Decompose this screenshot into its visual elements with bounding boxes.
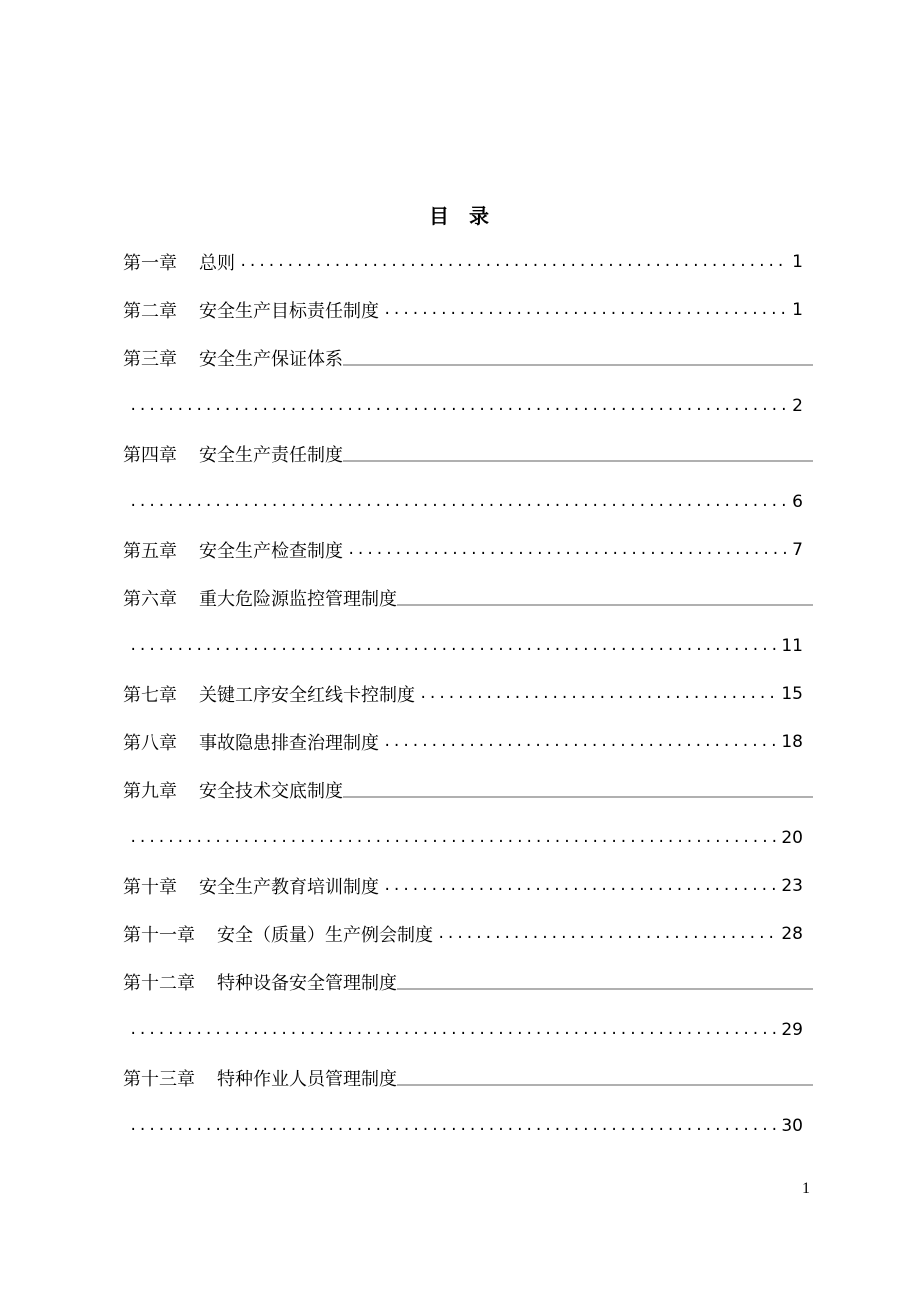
toc-entry-continuation[interactable] (123, 478, 813, 526)
toc-title-char-2: 录 (469, 204, 491, 228)
toc-dot-leader (383, 878, 777, 894)
table-of-contents (123, 238, 813, 1150)
toc-entry-title (123, 681, 415, 707)
toc-chapter-name: 安全生产教育培训制度 (199, 877, 379, 898)
toc-page-number: 29 (781, 1020, 803, 1040)
toc-underline-rule (397, 988, 813, 990)
toc-chapter-name: 事故隐患排查治理制度 (199, 733, 379, 754)
toc-dot-leader (129, 1118, 777, 1134)
toc-entry-title (123, 1065, 397, 1091)
toc-chapter-name: 关键工序安全红线卡控制度 (199, 685, 415, 706)
toc-chapter-name: 重大危险源监控管理制度 (199, 589, 397, 610)
toc-entry[interactable] (123, 1054, 813, 1102)
toc-entry-title (123, 873, 379, 899)
toc-dot-leader (129, 1022, 777, 1038)
toc-entry-title (123, 345, 343, 371)
toc-page-number: 18 (781, 732, 803, 752)
toc-chapter-number: 第六章 (123, 589, 177, 610)
toc-entry-continuation[interactable] (123, 382, 813, 430)
toc-entry[interactable] (123, 766, 813, 814)
toc-dot-leader (239, 254, 788, 270)
toc-chapter-number: 第八章 (123, 733, 177, 754)
toc-page-number: 1 (792, 300, 803, 320)
toc-entry[interactable] (123, 910, 813, 958)
toc-dot-leader (437, 926, 777, 942)
toc-chapter-number: 第十三章 (123, 1069, 195, 1090)
toc-page-number: 6 (792, 492, 803, 512)
toc-chapter-number: 第五章 (123, 541, 177, 562)
toc-page-number: 30 (781, 1116, 803, 1136)
toc-page-number: 11 (781, 636, 803, 656)
toc-chapter-number: 第三章 (123, 349, 177, 370)
toc-chapter-number: 第一章 (123, 253, 177, 274)
toc-entry-title (123, 537, 343, 563)
toc-entry-continuation[interactable] (123, 622, 813, 670)
toc-title-char-1: 目 (429, 204, 451, 228)
toc-entry-title (123, 297, 379, 323)
toc-entry[interactable] (123, 574, 813, 622)
toc-chapter-name: 安全技术交底制度 (199, 781, 343, 802)
toc-entry[interactable] (123, 958, 813, 1006)
toc-chapter-number: 第十章 (123, 877, 177, 898)
toc-entry-continuation[interactable] (123, 814, 813, 862)
toc-dot-leader (383, 734, 777, 750)
toc-chapter-name: 安全生产目标责任制度 (199, 301, 379, 322)
toc-entry[interactable] (123, 286, 813, 334)
toc-chapter-number: 第十一章 (123, 925, 195, 946)
toc-underline-rule (397, 604, 813, 606)
toc-entry-title (123, 729, 379, 755)
toc-dot-leader (129, 830, 777, 846)
toc-entry[interactable] (123, 670, 813, 718)
toc-chapter-name: 总则 (199, 253, 235, 274)
toc-dot-leader (347, 542, 788, 558)
toc-dot-leader (129, 638, 777, 654)
toc-chapter-name: 安全生产责任制度 (199, 445, 343, 466)
toc-entry[interactable] (123, 238, 813, 286)
toc-entry[interactable] (123, 430, 813, 478)
toc-entry[interactable] (123, 526, 813, 574)
toc-chapter-number: 第七章 (123, 685, 177, 706)
toc-entry[interactable] (123, 862, 813, 910)
toc-underline-rule (397, 1084, 813, 1086)
toc-underline-rule (343, 460, 813, 462)
toc-chapter-name: 安全生产保证体系 (199, 349, 343, 370)
toc-page-number: 7 (792, 540, 803, 560)
toc-dot-leader (129, 398, 788, 414)
toc-page-number: 23 (781, 876, 803, 896)
toc-entry-title (123, 777, 343, 803)
toc-entry[interactable] (123, 718, 813, 766)
toc-entry-title (123, 969, 397, 995)
toc-entry-title (123, 921, 433, 947)
toc-chapter-name: 特种设备安全管理制度 (217, 973, 397, 994)
toc-underline-rule (343, 796, 813, 798)
toc-chapter-name: 安全生产检查制度 (199, 541, 343, 562)
toc-chapter-number: 第十二章 (123, 973, 195, 994)
toc-entry-title (123, 441, 343, 467)
toc-dot-leader (419, 686, 777, 702)
toc-chapter-name: 特种作业人员管理制度 (217, 1069, 397, 1090)
toc-page-number: 15 (781, 684, 803, 704)
toc-dot-leader (129, 494, 788, 510)
toc-title (0, 200, 920, 229)
page-number: 1 (802, 1180, 810, 1197)
toc-entry-title (123, 585, 397, 611)
toc-entry[interactable] (123, 334, 813, 382)
toc-entry-continuation[interactable] (123, 1102, 813, 1150)
toc-page-number: 28 (781, 924, 803, 944)
toc-page-number: 20 (781, 828, 803, 848)
toc-dot-leader (383, 302, 788, 318)
toc-chapter-number: 第九章 (123, 781, 177, 802)
toc-entry-title (123, 249, 235, 275)
toc-chapter-number: 第四章 (123, 445, 177, 466)
toc-page-number: 2 (792, 396, 803, 416)
toc-entry-continuation[interactable] (123, 1006, 813, 1054)
toc-chapter-name: 安全（质量）生产例会制度 (217, 925, 433, 946)
toc-page-number: 1 (792, 252, 803, 272)
toc-chapter-number: 第二章 (123, 301, 177, 322)
toc-underline-rule (343, 364, 813, 366)
